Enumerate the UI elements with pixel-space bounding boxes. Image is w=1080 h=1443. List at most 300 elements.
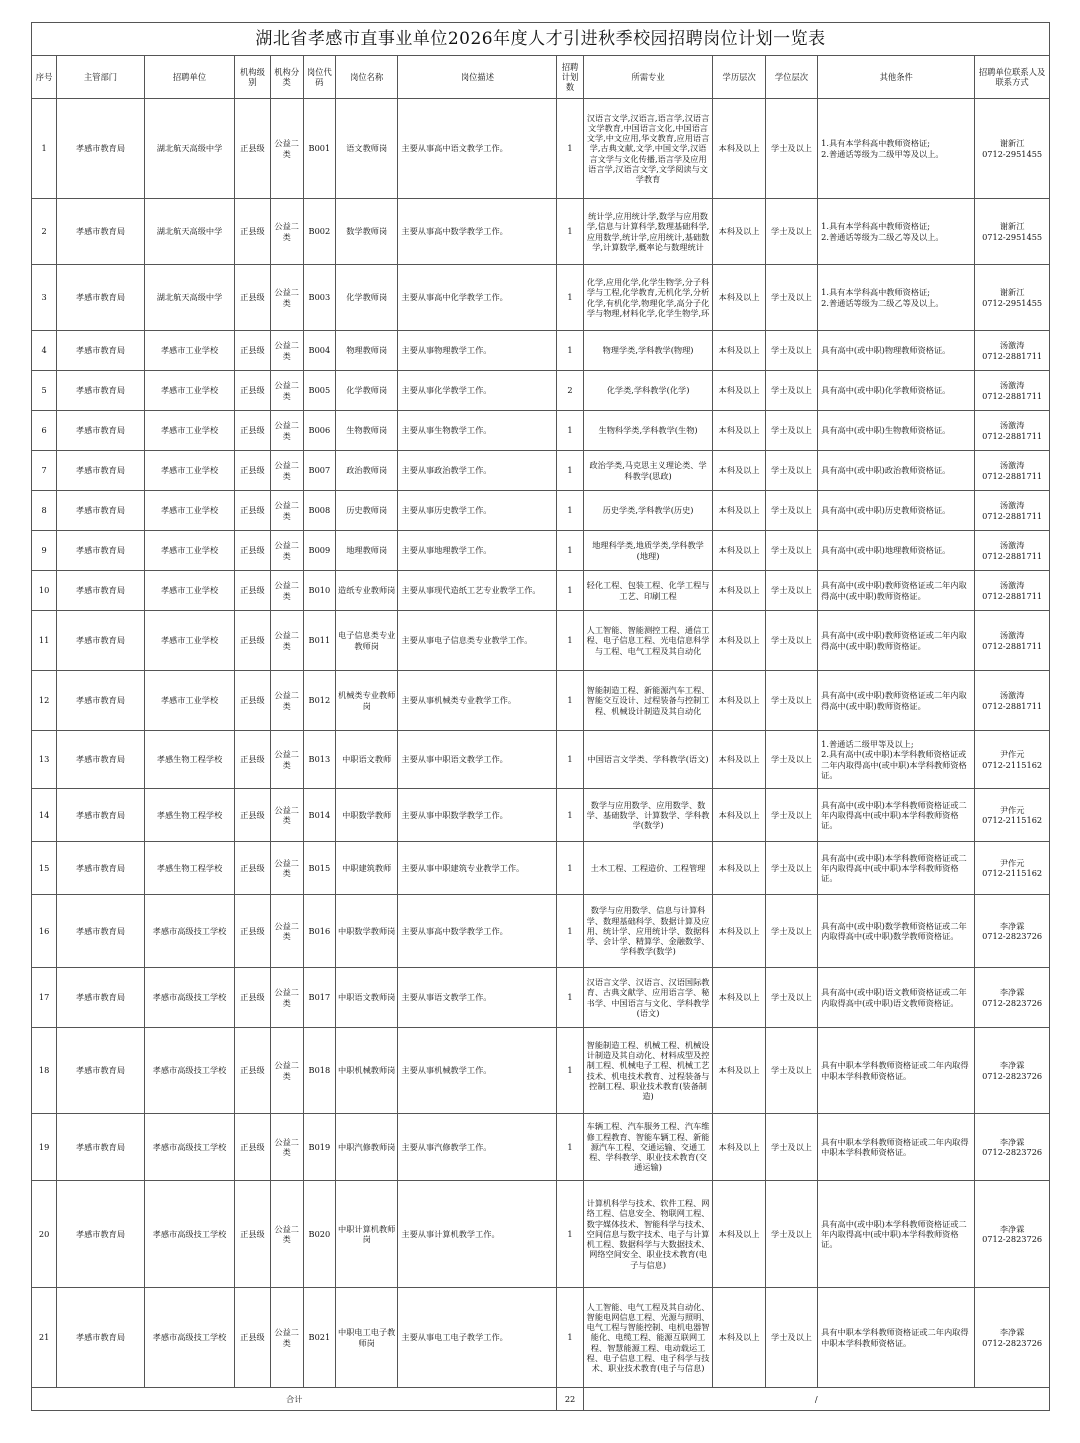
cell-major: 化学,应用化学,化学生物学,分子科学与工程,化学教育,无机化学,分析化学,有机化学,物理化学,高分子化学与物理,材料化学,化学生物学,环 (583, 265, 713, 331)
cell-desc: 主要从事机械教学工作。 (398, 1028, 557, 1114)
cell-contact: 汤激涛 0712-2881711 (975, 671, 1050, 731)
cell-category: 公益二类 (270, 611, 303, 671)
cell-contact: 谢新江 0712-2951455 (975, 99, 1050, 199)
cell-other: 具有中职本学科教师资格证或二年内取得中职本学科教师资格证。 (818, 1288, 975, 1388)
cell-no: 10 (32, 571, 57, 611)
cell-category: 公益二类 (270, 265, 303, 331)
cell-code: B010 (303, 571, 335, 611)
cell-education: 本科及以上 (713, 1181, 765, 1288)
cell-count: 1 (557, 1028, 583, 1114)
cell-unit: 孝感市工业学校 (144, 491, 235, 531)
cell-education: 本科及以上 (713, 789, 765, 842)
cell-other: 具有高中(或中职)政治教师资格证。 (818, 451, 975, 491)
column-header: 岗位代码 (303, 56, 335, 99)
cell-education: 本科及以上 (713, 99, 765, 199)
cell-code: B003 (303, 265, 335, 331)
cell-degree: 学士及以上 (765, 1181, 817, 1288)
cell-count: 1 (557, 968, 583, 1028)
cell-code: B006 (303, 411, 335, 451)
cell-other: 具有高中(或中职)本学科教师资格证或二年内取得高中(或中职)本学科教师资格证。 (818, 1181, 975, 1288)
table-row (32, 1181, 1050, 1288)
cell-no: 20 (32, 1181, 57, 1288)
cell-post: 中职建筑教师 (335, 842, 397, 895)
table-row (32, 671, 1050, 731)
column-header: 机构分类 (270, 56, 303, 99)
cell-unit: 孝感市工业学校 (144, 531, 235, 571)
table-row (32, 491, 1050, 531)
cell-major: 生物科学类,学科教学(生物) (583, 411, 713, 451)
cell-other: 具有高中(或中职)数学教师资格证或二年内取得高中(或中职)数学教师资格证。 (818, 895, 975, 968)
table-row (32, 968, 1050, 1028)
cell-count: 1 (557, 671, 583, 731)
cell-major: 计算机科学与技术、软件工程、网络工程、信息安全、物联网工程、数字媒体技术、智能科学与技术、空间信息与数字技术、电子与计算机工程、数据科学与大数据技术、网络空间安全、职业技术教育(电子与信息) (583, 1181, 713, 1288)
cell-dept: 孝感市教育局 (57, 895, 145, 968)
cell-level: 正县级 (235, 1181, 270, 1288)
column-header: 岗位名称 (335, 56, 397, 99)
cell-education: 本科及以上 (713, 199, 765, 265)
cell-contact: 汤激涛 0712-2881711 (975, 531, 1050, 571)
cell-degree: 学士及以上 (765, 199, 817, 265)
cell-education: 本科及以上 (713, 968, 765, 1028)
cell-no: 17 (32, 968, 57, 1028)
cell-contact: 谢新江 0712-2951455 (975, 199, 1050, 265)
total-rest: / (583, 1388, 1049, 1411)
cell-category: 公益二类 (270, 571, 303, 611)
cell-count: 1 (557, 531, 583, 571)
cell-category: 公益二类 (270, 99, 303, 199)
cell-category: 公益二类 (270, 968, 303, 1028)
cell-contact: 李净霖 0712-2823726 (975, 1181, 1050, 1288)
cell-major: 汉语言文学,汉语言,语言学,汉语言文学教育,中国语言文化,中国语言文学,中文应用,华文教育,应用语言学,古典文献,文学,中国文学,汉语言文学与文化传播,语言学及应用语言学,汉语言文学,文学阅读与文学教育 (583, 99, 713, 199)
cell-code: B015 (303, 842, 335, 895)
table-row (32, 1028, 1050, 1114)
cell-desc: 主要从事中职数学教学工作。 (398, 789, 557, 842)
cell-count: 1 (557, 331, 583, 371)
table-row (32, 99, 1050, 199)
cell-other: 具有高中(或中职)地理教师资格证。 (818, 531, 975, 571)
cell-code: B013 (303, 731, 335, 789)
cell-no: 8 (32, 491, 57, 531)
cell-category: 公益二类 (270, 731, 303, 789)
cell-count: 1 (557, 611, 583, 671)
cell-unit: 孝感生物工程学校 (144, 731, 235, 789)
cell-degree: 学士及以上 (765, 331, 817, 371)
cell-category: 公益二类 (270, 789, 303, 842)
cell-count: 1 (557, 1181, 583, 1288)
cell-education: 本科及以上 (713, 1288, 765, 1388)
cell-desc: 主要从事语文教学工作。 (398, 968, 557, 1028)
cell-count: 2 (557, 371, 583, 411)
cell-education: 本科及以上 (713, 331, 765, 371)
cell-contact: 汤激涛 0712-2881711 (975, 611, 1050, 671)
cell-count: 1 (557, 99, 583, 199)
cell-unit: 孝感市工业学校 (144, 451, 235, 491)
cell-unit: 孝感市高级技工学校 (144, 1028, 235, 1114)
cell-major: 汉语言文学、汉语言、汉语国际教育、古典文献学、应用语言学、秘书学、中国语言与文化、学科教学(语文) (583, 968, 713, 1028)
cell-major: 政治学类,马克思主义理论类、学科教学(思政) (583, 451, 713, 491)
cell-no: 7 (32, 451, 57, 491)
cell-level: 正县级 (235, 895, 270, 968)
cell-category: 公益二类 (270, 895, 303, 968)
cell-level: 正县级 (235, 531, 270, 571)
cell-level: 正县级 (235, 731, 270, 789)
cell-no: 13 (32, 731, 57, 789)
header-row (32, 56, 1050, 99)
cell-degree: 学士及以上 (765, 491, 817, 531)
cell-dept: 孝感市教育局 (57, 611, 145, 671)
cell-contact: 谢新江 0712-2951455 (975, 265, 1050, 331)
cell-dept: 孝感市教育局 (57, 1114, 145, 1181)
cell-count: 1 (557, 895, 583, 968)
cell-category: 公益二类 (270, 491, 303, 531)
cell-count: 1 (557, 1114, 583, 1181)
cell-category: 公益二类 (270, 199, 303, 265)
cell-desc: 主要从事计算机教学工作。 (398, 1181, 557, 1288)
cell-dept: 孝感市教育局 (57, 371, 145, 411)
table-row (32, 331, 1050, 371)
cell-dept: 孝感市教育局 (57, 671, 145, 731)
cell-level: 正县级 (235, 331, 270, 371)
cell-other: 具有高中(或中职)物理教师资格证。 (818, 331, 975, 371)
cell-code: B001 (303, 99, 335, 199)
cell-other: 具有高中(或中职)本学科教师资格证或二年内取得高中(或中职)本学科教师资格证。 (818, 789, 975, 842)
cell-no: 2 (32, 199, 57, 265)
cell-other: 具有高中(或中职)教师资格证或二年内取得高中(或中职)教师资格证。 (818, 611, 975, 671)
cell-post: 化学教师岗 (335, 371, 397, 411)
cell-count: 1 (557, 491, 583, 531)
cell-unit: 孝感市工业学校 (144, 371, 235, 411)
cell-degree: 学士及以上 (765, 371, 817, 411)
cell-count: 1 (557, 789, 583, 842)
cell-degree: 学士及以上 (765, 1114, 817, 1181)
cell-no: 12 (32, 671, 57, 731)
cell-other: 具有高中(或中职)教师资格证或二年内取得高中(或中职)教师资格证。 (818, 571, 975, 611)
cell-other: 具有高中(或中职)语文教师资格证或二年内取得高中(或中职)语文教师资格证。 (818, 968, 975, 1028)
cell-dept: 孝感市教育局 (57, 99, 145, 199)
cell-level: 正县级 (235, 968, 270, 1028)
cell-education: 本科及以上 (713, 451, 765, 491)
cell-contact: 尹作元 0712-2115162 (975, 731, 1050, 789)
cell-dept: 孝感市教育局 (57, 265, 145, 331)
cell-major: 智能制造工程、新能源汽车工程、智能交互设计、过程装备与控制工程、机械设计制造及其自动化 (583, 671, 713, 731)
cell-other: 具有高中(或中职)生物教师资格证。 (818, 411, 975, 451)
cell-major: 人工智能、电气工程及其自动化、智能电网信息工程、光源与照明、电气工程与智能控制、电机电器智能化、电缆工程、能源互联网工程、智慧能源工程、电动载运工程、电子信息工程、电子科学与技术、职业技术教育(电子与信息) (583, 1288, 713, 1388)
cell-no: 9 (32, 531, 57, 571)
cell-unit: 孝感市高级技工学校 (144, 1114, 235, 1181)
cell-education: 本科及以上 (713, 611, 765, 671)
cell-post: 语文教师岗 (335, 99, 397, 199)
cell-no: 21 (32, 1288, 57, 1388)
cell-degree: 学士及以上 (765, 531, 817, 571)
cell-count: 1 (557, 731, 583, 789)
cell-level: 正县级 (235, 571, 270, 611)
cell-education: 本科及以上 (713, 411, 765, 451)
cell-major: 数学与应用数学、应用数学、数学、基础数学、计算数学、学科教学(数学) (583, 789, 713, 842)
column-header: 序号 (32, 56, 57, 99)
cell-post: 生物教师岗 (335, 411, 397, 451)
cell-degree: 学士及以上 (765, 968, 817, 1028)
cell-code: B021 (303, 1288, 335, 1388)
table-row (32, 1114, 1050, 1181)
cell-desc: 主要从事高中数学教学工作。 (398, 895, 557, 968)
cell-unit: 孝感市高级技工学校 (144, 1288, 235, 1388)
cell-post: 物理教师岗 (335, 331, 397, 371)
cell-unit: 孝感生物工程学校 (144, 789, 235, 842)
cell-no: 1 (32, 99, 57, 199)
column-header: 岗位描述 (398, 56, 557, 99)
cell-major: 物理学类,学科教学(物理) (583, 331, 713, 371)
cell-dept: 孝感市教育局 (57, 411, 145, 451)
cell-desc: 主要从事机械类专业教学工作。 (398, 671, 557, 731)
cell-level: 正县级 (235, 1114, 270, 1181)
table-row (32, 411, 1050, 451)
cell-other: 具有高中(或中职)教师资格证或二年内取得高中(或中职)教师资格证。 (818, 671, 975, 731)
cell-dept: 孝感市教育局 (57, 531, 145, 571)
cell-degree: 学士及以上 (765, 671, 817, 731)
column-header: 招聘计划数 (557, 56, 583, 99)
cell-dept: 孝感市教育局 (57, 842, 145, 895)
cell-level: 正县级 (235, 199, 270, 265)
table-row (32, 789, 1050, 842)
cell-no: 4 (32, 331, 57, 371)
cell-post: 中职电工电子教师岗 (335, 1288, 397, 1388)
cell-code: B020 (303, 1181, 335, 1288)
cell-code: B008 (303, 491, 335, 531)
cell-category: 公益二类 (270, 371, 303, 411)
cell-category: 公益二类 (270, 1028, 303, 1114)
cell-post: 中职机械教师岗 (335, 1028, 397, 1114)
cell-contact: 尹作元 0712-2115162 (975, 789, 1050, 842)
cell-level: 正县级 (235, 371, 270, 411)
cell-major: 中国语言文学类、学科教学(语文) (583, 731, 713, 789)
cell-other: 具有中职本学科教师资格证或二年内取得中职本学科教师资格证。 (818, 1028, 975, 1114)
cell-contact: 尹作元 0712-2115162 (975, 842, 1050, 895)
column-header: 所需专业 (583, 56, 713, 99)
cell-desc: 主要从事电子信息类专业教学工作。 (398, 611, 557, 671)
table-row (32, 571, 1050, 611)
cell-category: 公益二类 (270, 1181, 303, 1288)
table-row (32, 371, 1050, 411)
cell-unit: 孝感市高级技工学校 (144, 895, 235, 968)
cell-major: 历史学类,学科教学(历史) (583, 491, 713, 531)
cell-unit: 孝感市工业学校 (144, 331, 235, 371)
table-row (32, 842, 1050, 895)
cell-post: 中职数学教师岗 (335, 895, 397, 968)
cell-other: 1.具有本学科高中教师资格证; 2.普通话等级为二级乙等及以上。 (818, 265, 975, 331)
cell-dept: 孝感市教育局 (57, 1181, 145, 1288)
cell-unit: 孝感市高级技工学校 (144, 1181, 235, 1288)
cell-count: 1 (557, 199, 583, 265)
cell-contact: 李净霖 0712-2823726 (975, 895, 1050, 968)
cell-category: 公益二类 (270, 451, 303, 491)
cell-degree: 学士及以上 (765, 1288, 817, 1388)
cell-post: 数学教师岗 (335, 199, 397, 265)
cell-post: 中职计算机教师岗 (335, 1181, 397, 1288)
cell-contact: 汤激涛 0712-2881711 (975, 451, 1050, 491)
cell-code: B002 (303, 199, 335, 265)
cell-post: 造纸专业教师岗 (335, 571, 397, 611)
cell-education: 本科及以上 (713, 371, 765, 411)
cell-degree: 学士及以上 (765, 411, 817, 451)
cell-education: 本科及以上 (713, 571, 765, 611)
cell-desc: 主要从事化学教学工作。 (398, 371, 557, 411)
cell-code: B004 (303, 331, 335, 371)
cell-no: 18 (32, 1028, 57, 1114)
cell-count: 1 (557, 1288, 583, 1388)
cell-count: 1 (557, 571, 583, 611)
cell-desc: 主要从事地理教学工作。 (398, 531, 557, 571)
cell-major: 智能制造工程、机械工程、机械设计制造及其自动化、材料成型及控制工程、机械电子工程、机械工艺技术、机电技术教育、过程装备与控制工程、职业技术教育(装备制造) (583, 1028, 713, 1114)
cell-level: 正县级 (235, 491, 270, 531)
cell-unit: 湖北航天高级中学 (144, 265, 235, 331)
cell-major: 车辆工程、汽车服务工程、汽车维修工程教育、智能车辆工程、新能源汽车工程、交通运输、交通工程、学科教学、职业技术教育(交通运输) (583, 1114, 713, 1181)
cell-dept: 孝感市教育局 (57, 968, 145, 1028)
cell-degree: 学士及以上 (765, 842, 817, 895)
cell-level: 正县级 (235, 842, 270, 895)
cell-contact: 李净霖 0712-2823726 (975, 1028, 1050, 1114)
cell-no: 19 (32, 1114, 57, 1181)
cell-major: 统计学,应用统计学,数学与应用数学,信息与计算科学,数理基础科学,应用数学,统计学,应用统计,基础数学,计算数学,概率论与数理统计 (583, 199, 713, 265)
cell-count: 1 (557, 411, 583, 451)
cell-post: 政治教师岗 (335, 451, 397, 491)
table-row (32, 611, 1050, 671)
cell-degree: 学士及以上 (765, 611, 817, 671)
cell-no: 11 (32, 611, 57, 671)
cell-post: 地理教师岗 (335, 531, 397, 571)
total-count: 22 (557, 1388, 583, 1411)
cell-unit: 湖北航天高级中学 (144, 99, 235, 199)
cell-major: 化学类,学科教学(化学) (583, 371, 713, 411)
cell-dept: 孝感市教育局 (57, 1288, 145, 1388)
cell-unit: 孝感市工业学校 (144, 671, 235, 731)
cell-degree: 学士及以上 (765, 99, 817, 199)
cell-degree: 学士及以上 (765, 731, 817, 789)
table-row (32, 1288, 1050, 1388)
cell-major: 地理科学类,地质学类,学科教学(地理) (583, 531, 713, 571)
cell-level: 正县级 (235, 1288, 270, 1388)
cell-category: 公益二类 (270, 842, 303, 895)
column-header: 学位层次 (765, 56, 817, 99)
cell-degree: 学士及以上 (765, 451, 817, 491)
cell-category: 公益二类 (270, 331, 303, 371)
cell-category: 公益二类 (270, 671, 303, 731)
cell-post: 中职语文教师 (335, 731, 397, 789)
cell-education: 本科及以上 (713, 842, 765, 895)
total-row (32, 1388, 1050, 1411)
cell-dept: 孝感市教育局 (57, 451, 145, 491)
cell-unit: 孝感市工业学校 (144, 611, 235, 671)
cell-contact: 汤激涛 0712-2881711 (975, 411, 1050, 451)
cell-desc: 主要从事汽修教学工作。 (398, 1114, 557, 1181)
cell-code: B007 (303, 451, 335, 491)
table-row (32, 199, 1050, 265)
cell-desc: 主要从事高中语文教学工作。 (398, 99, 557, 199)
cell-post: 历史教师岗 (335, 491, 397, 531)
cell-category: 公益二类 (270, 1288, 303, 1388)
cell-degree: 学士及以上 (765, 895, 817, 968)
cell-dept: 孝感市教育局 (57, 331, 145, 371)
cell-code: B014 (303, 789, 335, 842)
column-header: 招聘单位 (144, 56, 235, 99)
cell-level: 正县级 (235, 1028, 270, 1114)
cell-level: 正县级 (235, 99, 270, 199)
cell-desc: 主要从事高中化学教学工作。 (398, 265, 557, 331)
cell-other: 具有高中(或中职)化学教师资格证。 (818, 371, 975, 411)
cell-other: 具有高中(或中职)本学科教师资格证或二年内取得高中(或中职)本学科教师资格证。 (818, 842, 975, 895)
cell-level: 正县级 (235, 671, 270, 731)
cell-unit: 孝感市工业学校 (144, 571, 235, 611)
cell-other: 具有高中(或中职)历史教师资格证。 (818, 491, 975, 531)
cell-degree: 学士及以上 (765, 265, 817, 331)
cell-contact: 汤激涛 0712-2881711 (975, 491, 1050, 531)
cell-dept: 孝感市教育局 (57, 731, 145, 789)
cell-category: 公益二类 (270, 411, 303, 451)
cell-level: 正县级 (235, 611, 270, 671)
cell-contact: 李净霖 0712-2823726 (975, 968, 1050, 1028)
cell-unit: 孝感生物工程学校 (144, 842, 235, 895)
cell-contact: 汤激涛 0712-2881711 (975, 331, 1050, 371)
cell-code: B016 (303, 895, 335, 968)
cell-category: 公益二类 (270, 531, 303, 571)
table-row (32, 265, 1050, 331)
cell-desc: 主要从事现代造纸工艺专业教学工作。 (398, 571, 557, 611)
cell-unit: 湖北航天高级中学 (144, 199, 235, 265)
cell-dept: 孝感市教育局 (57, 491, 145, 531)
cell-major: 轻化工程、包装工程、化学工程与工艺、印刷工程 (583, 571, 713, 611)
cell-major: 数学与应用数学、信息与计算科学、数理基础科学、数据计算及应用、统计学、应用统计学、数据科学、会计学、精算学、金融数学、学科教学(数学) (583, 895, 713, 968)
cell-post: 中职语文教师岗 (335, 968, 397, 1028)
cell-unit: 孝感市高级技工学校 (144, 968, 235, 1028)
cell-education: 本科及以上 (713, 1114, 765, 1181)
cell-post: 化学教师岗 (335, 265, 397, 331)
cell-code: B018 (303, 1028, 335, 1114)
cell-code: B005 (303, 371, 335, 411)
cell-no: 16 (32, 895, 57, 968)
cell-post: 中职汽修教师岗 (335, 1114, 397, 1181)
cell-desc: 主要从事生物教学工作。 (398, 411, 557, 451)
cell-no: 6 (32, 411, 57, 451)
cell-other: 具有中职本学科教师资格证或二年内取得中职本学科教师资格证。 (818, 1114, 975, 1181)
cell-desc: 主要从事高中数学教学工作。 (398, 199, 557, 265)
cell-count: 1 (557, 451, 583, 491)
cell-desc: 主要从事电工电子教学工作。 (398, 1288, 557, 1388)
cell-code: B011 (303, 611, 335, 671)
cell-unit: 孝感市工业学校 (144, 411, 235, 451)
cell-post: 中职数学教师 (335, 789, 397, 842)
table-body (32, 99, 1050, 1388)
cell-no: 3 (32, 265, 57, 331)
cell-degree: 学士及以上 (765, 1028, 817, 1114)
column-header: 机构级别 (235, 56, 270, 99)
cell-education: 本科及以上 (713, 671, 765, 731)
cell-education: 本科及以上 (713, 531, 765, 571)
table-row (32, 731, 1050, 789)
recruitment-sheet (31, 22, 1050, 1411)
cell-level: 正县级 (235, 411, 270, 451)
cell-other: 1.普通话二级甲等及以上; 2.具有高中(或中职)本学科教师资格证或二年内取得高中(或中职)本学科教师资格证。 (818, 731, 975, 789)
table-row (32, 895, 1050, 968)
cell-dept: 孝感市教育局 (57, 789, 145, 842)
cell-education: 本科及以上 (713, 491, 765, 531)
column-header: 学历层次 (713, 56, 765, 99)
cell-no: 14 (32, 789, 57, 842)
column-header: 招聘单位联系人及联系方式 (975, 56, 1050, 99)
column-header: 主管部门 (57, 56, 145, 99)
cell-contact: 汤激涛 0712-2881711 (975, 371, 1050, 411)
cell-major: 土木工程、工程造价、工程管理 (583, 842, 713, 895)
cell-no: 15 (32, 842, 57, 895)
cell-code: B017 (303, 968, 335, 1028)
